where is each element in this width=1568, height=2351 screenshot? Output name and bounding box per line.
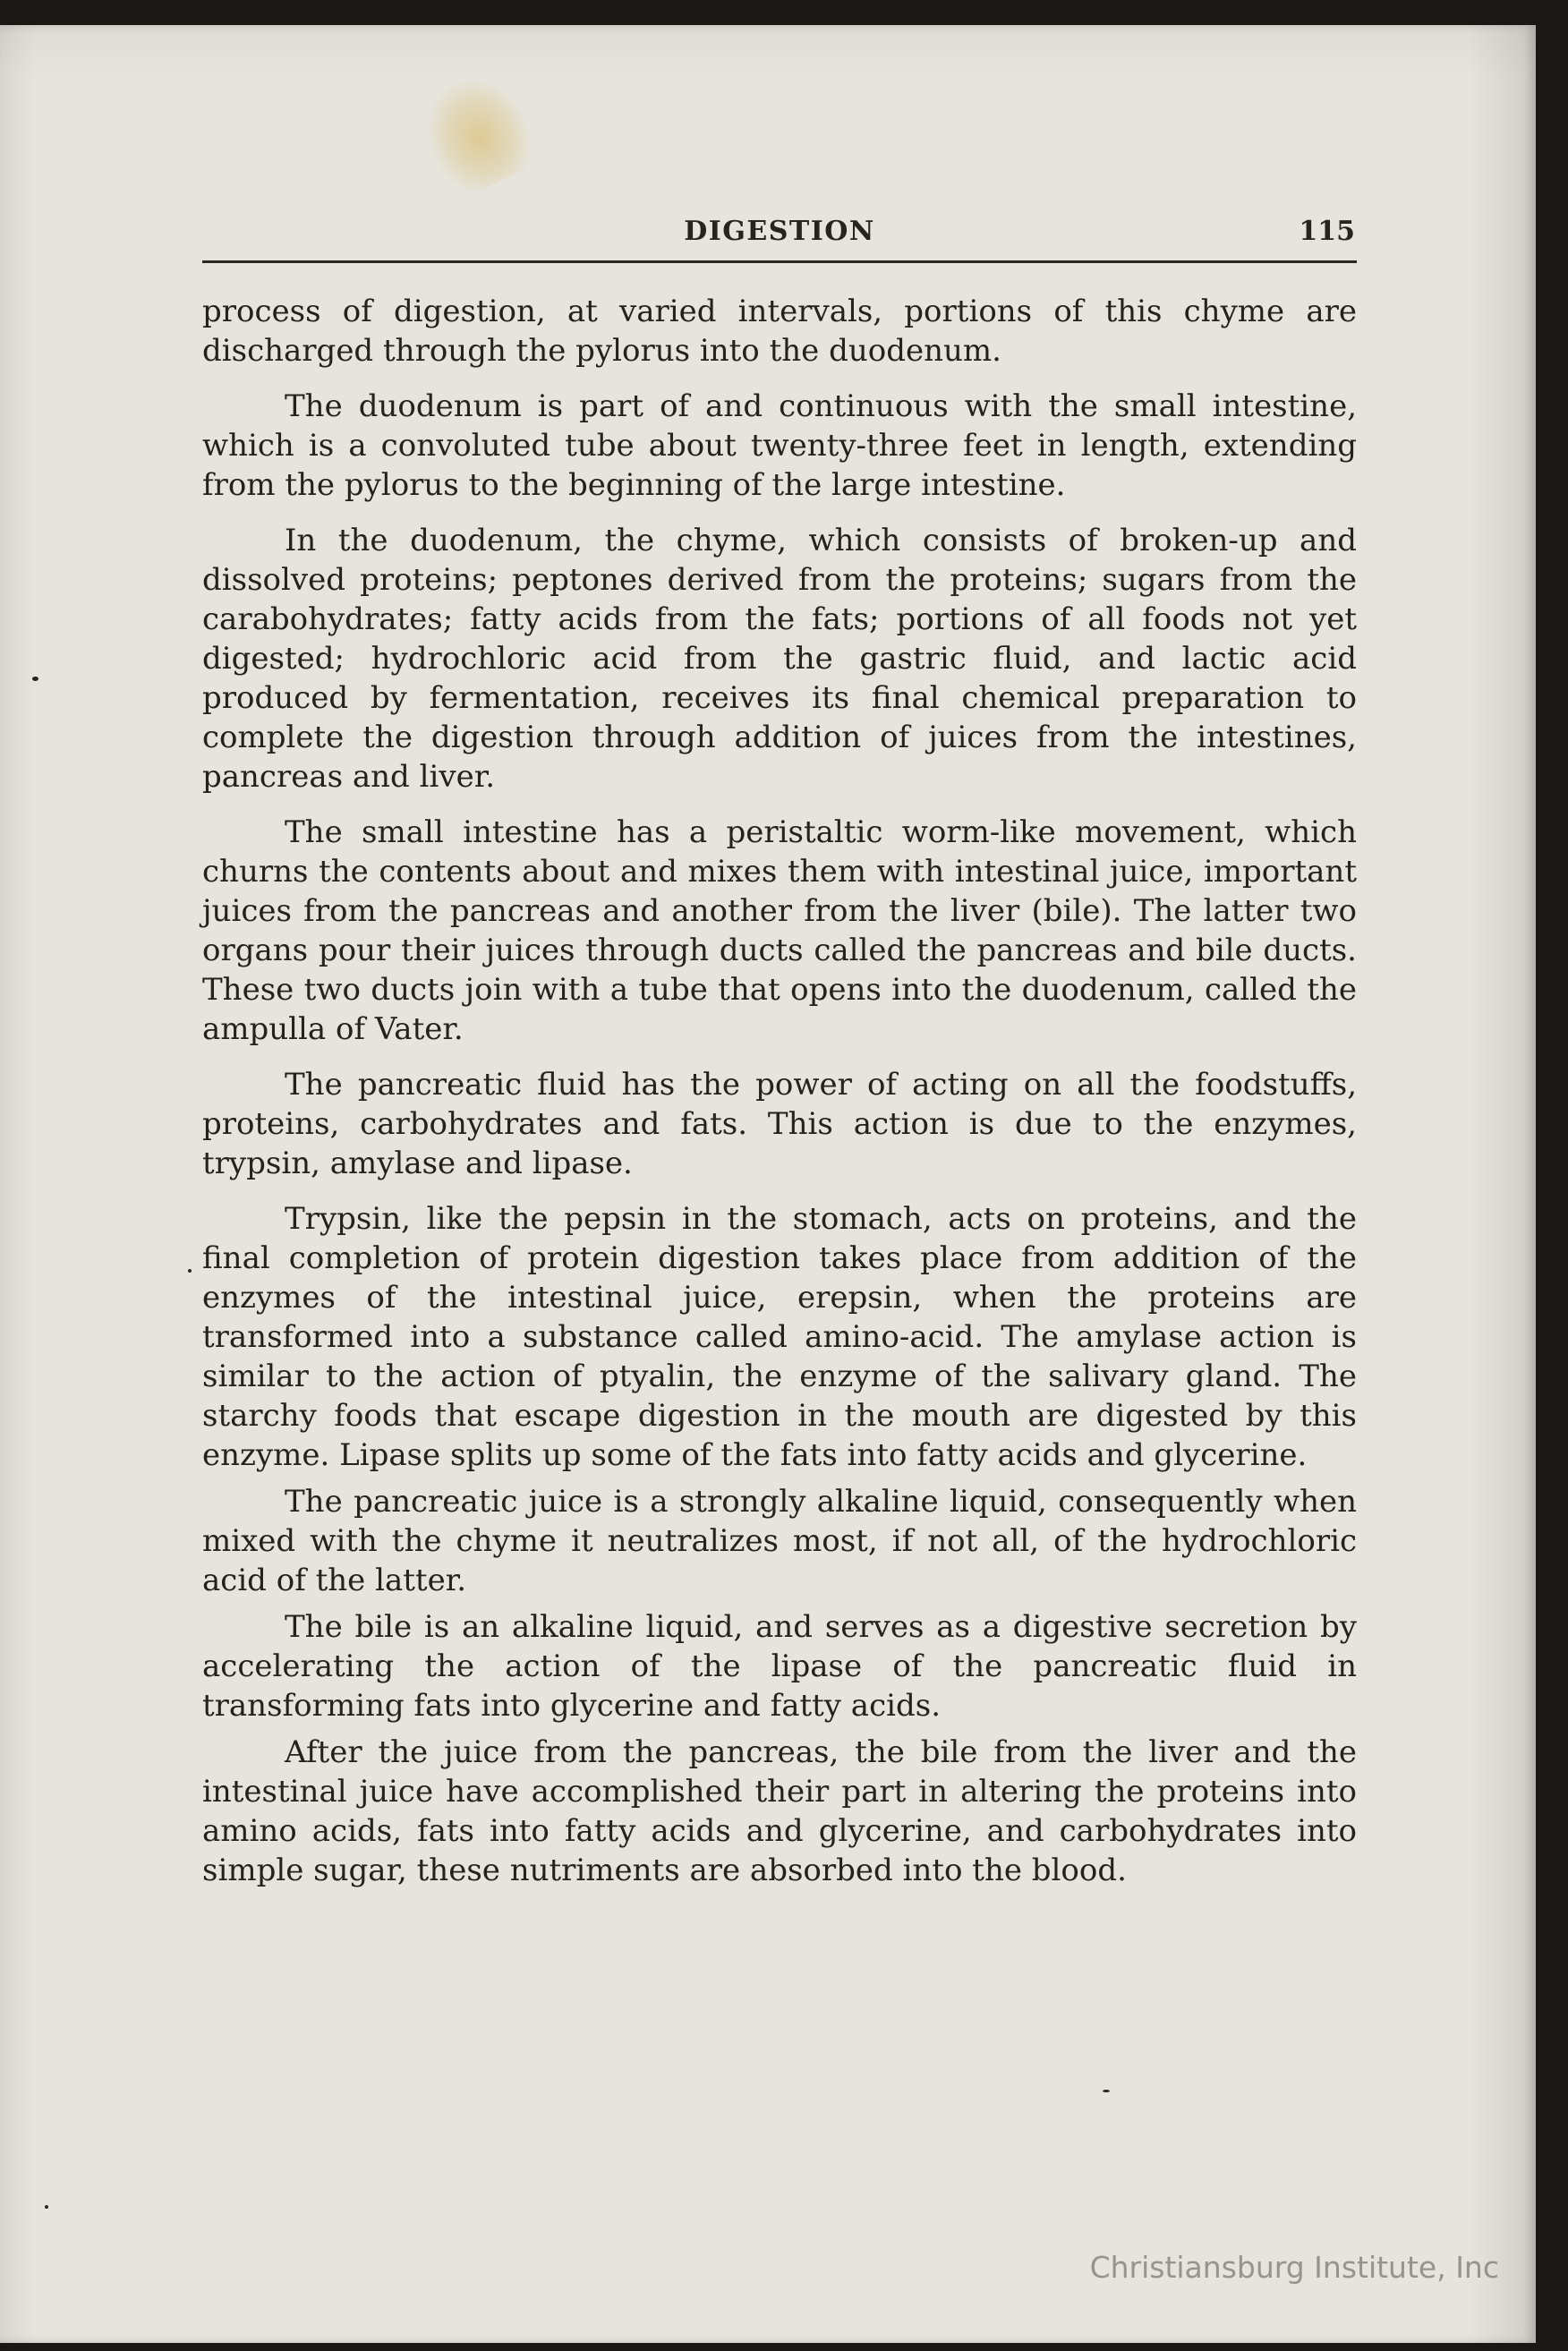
watermark: Christiansburg Institute, Inc <box>1089 2250 1499 2285</box>
paragraph: The bile is an alkaline liquid, and serves as a digestive secretion by accelerating the action of the lipase of the pancreatic fluid in transforming fats into glycerine and fatty acids. <box>202 1609 1357 1724</box>
running-head <box>202 210 1357 263</box>
book-page <box>0 25 1536 2343</box>
page-speck <box>188 1269 192 1273</box>
paragraph: The small intestine has a peristaltic worm-like movement, which churns the contents about and mixes them with intestinal juice, important juices from the pancreas and another from the liver (bile). The latter two organs pour their juices through ducts called the pancreas and bile ducts. These two ducts join with a tube that opens into the duodenum, called the ampulla of Vater. <box>202 814 1357 1047</box>
paragraph: In the duodenum, the chyme, which consists of broken-up and dissolved proteins; peptones derived from the proteins; sugars from the carabohydrates; fatty acids from the fats; portions of all foods not yet digested; hydrochloric acid from the gastric fluid, and lactic acid produced by fermentation, receives its final chemical preparation to complete the digestion through addition of juices from the intestines, pancreas and liver. <box>202 523 1357 795</box>
page-speck <box>1103 2090 1110 2092</box>
paragraph: The pancreatic fluid has the power of acting on all the foodstuffs, proteins, carbohydrates and fats. This action is due to the enzymes, trypsin, amylase and lipase. <box>202 1067 1357 1181</box>
page-speck <box>45 2205 48 2209</box>
paragraph: After the juice from the pancreas, the bile from the liver and the intestinal juice have accomplished their part in altering the proteins into amino acids, fats into fatty acids and glycerine, and carbohydrates into simple sugar, these nutriments are absorbed into the blood. <box>202 1734 1357 1888</box>
paragraph: The duodenum is part of and continuous with the small intestine, which is a convoluted tube about twenty-three feet in length, extending from the pylorus to the beginning of the large intestine. <box>202 388 1357 503</box>
paragraph: Trypsin, like the pepsin in the stomach, acts on proteins, and the final completion of protein digestion takes place from addition of the enzymes of the intestinal juice, erepsin, when the proteins are transformed into a substance called amino-acid. The amylase action is similar to the action of ptyalin, the enzyme of the salivary gland. The starchy foods that escape digestion in the mouth are digested by this enzyme. Lipase splits up some of the fats into fatty acids and glycerine. <box>202 1201 1357 1473</box>
running-title: DIGESTION <box>684 216 875 247</box>
page-speck <box>32 677 38 681</box>
paragraph: process of digestion, at varied intervals, portions of this chyme are discharged through the pylorus into the duodenum. <box>202 294 1357 369</box>
body-text <box>202 292 1357 1906</box>
paragraph: The pancreatic juice is a strongly alkaline liquid, consequently when mixed with the chyme it neutralizes most, if not all, of the hydrochloric acid of the latter. <box>202 1484 1357 1598</box>
page-stain <box>410 63 544 201</box>
page-number: 115 <box>1299 216 1355 247</box>
